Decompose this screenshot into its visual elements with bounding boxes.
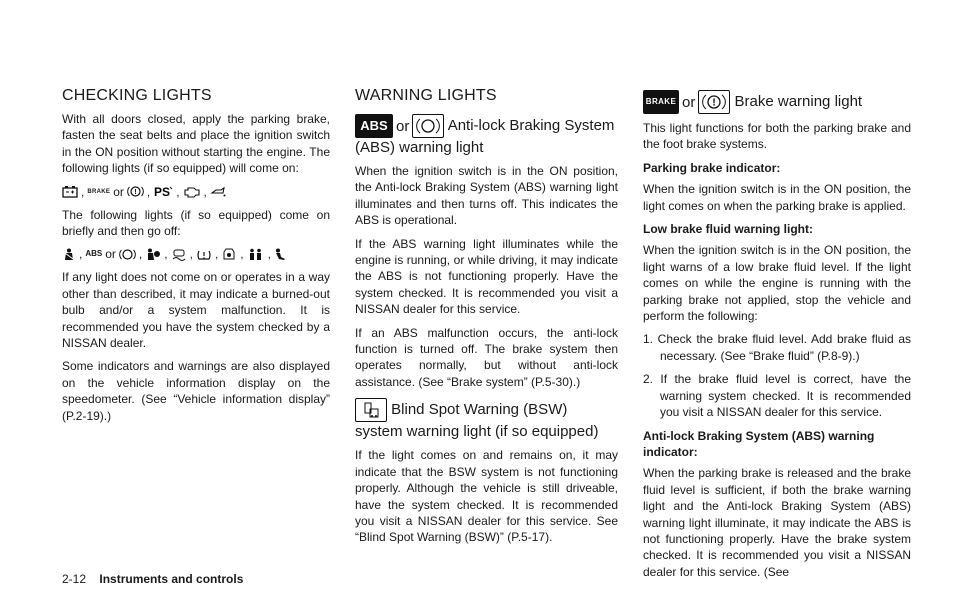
checking-lights-intro: With all doors closed, apply the parking brake, fasten the seat belts and place the ignition switch in the ON position without starting the engine. The following lights (if so equipped) will come on: [62, 112, 330, 176]
abs-warning-title [355, 114, 618, 157]
icon-row-briefly-on: , ABS or , , , , , , [62, 246, 330, 262]
section-title: Instruments and controls [99, 572, 244, 586]
svg-text:!: ! [712, 97, 717, 109]
bsw-badge-icon [355, 398, 387, 422]
or-text: or [682, 93, 696, 111]
lane-departure-icon [274, 248, 288, 261]
abs-p2: If the ABS warning light illuminates while the engine is running, or while driving, it may indicate the ABS is not functioning properly. Have the system checked. It is recommended you visit a NISSAN dealer for this service. [355, 236, 618, 317]
vehicle-info-text: Some indicators and warnings are also displayed on the vehicle information display on the speedometer. (See “Vehicle information display” (P.2-19).) [62, 359, 330, 423]
svg-text:PS: PS [154, 185, 171, 199]
charge-warning-icon [62, 185, 78, 198]
brake-badge-icon: BRAKE [643, 90, 679, 114]
vdc-off-icon [171, 248, 187, 261]
warning-lights-heading: WARNING LIGHTS [355, 87, 497, 104]
abs-circle-icon [119, 248, 136, 261]
abs-badge-icon: ABS [355, 114, 393, 138]
icon-row-stay-on: , BRAKE or ! , PS , , [62, 184, 330, 200]
brake-circle-icon [127, 185, 144, 198]
engine-check-icon [183, 185, 201, 198]
bsw-p1: If the light comes on and remains on, it may indicate that the BSW system is not functioning properly. Although the vehicle is still driveable, have the system checked. It is recommended you visit a NISSAN dealer for this service. See “Blind Spot Warning (BSW)” (P.5-17). [355, 448, 618, 545]
abs-p3: If an ABS malfunction occurs, the anti-lock function is turned off. The brake system then operates normally, but without anti-lock assistance. (See “Brake system” (P.5-30).) [355, 325, 618, 389]
airbag-icon [145, 248, 161, 261]
left-column [62, 86, 330, 431]
brake-steps-list [643, 331, 911, 420]
abs-title-text: Anti-lock Braking System (ABS) warning light [355, 116, 615, 156]
checking-lights-heading: CHECKING LIGHTS [62, 87, 212, 104]
brake-p2: When the ignition switch is in the ON position, the light comes on when the parking brake is applied. [643, 182, 911, 213]
parking-brake-subheading: Parking brake indicator: [643, 160, 781, 175]
security-icon [221, 248, 237, 261]
or-text: or [396, 117, 410, 135]
abs-circle-badge-icon [412, 114, 444, 138]
brake-p1: This light functions for both the parking brake and the foot brake systems. [643, 121, 911, 152]
right-column [643, 86, 911, 587]
abs-indicator-subheading: Anti-lock Braking System (ABS) warning indicator: [643, 428, 875, 459]
page-footer [62, 571, 243, 587]
low-fluid-subheading: Low brake fluid warning light: [643, 222, 813, 237]
brake-text-icon: BRAKE [87, 188, 111, 195]
brake-p4: When the parking brake is released and the brake fluid level is sufficient, if both the brake warning light and the Anti-lock Braking System (ABS) warning light illuminate, it may indicate the ABS is not functioning properly. Have the brake system checked. It is recommended you visit a NISSAN dealer for this service. (See [643, 466, 911, 579]
svg-text:!: ! [134, 189, 137, 197]
brake-circle-badge-icon [698, 90, 730, 114]
or-text-2: or [105, 247, 116, 262]
bsw-title-text: Blind Spot Warning (BSW) system warning light (if so equipped) [355, 401, 599, 441]
tpms-icon [196, 248, 212, 261]
malfunction-text: If any light does not come on or operates in a way other than described, it may indicate a burned-out bulb and/or a system malfunction. It is recommended you have the system checked by a NISSAN dealer. [62, 270, 330, 351]
abs-p1: When the ignition switch is in the ON position, the Anti-lock Braking System (ABS) warning light illuminates and then turns off. This indicates the ABS is operational. [355, 164, 618, 228]
list-item: 1. Check the brake fluid level. Add brake fluid as necessary. (See “Brake fluid” (P.8-9).) [643, 332, 911, 363]
or-text: or [113, 184, 124, 199]
page-number: 2-12 [62, 572, 87, 586]
abs-text-icon: ABS [85, 249, 103, 259]
brake-p3: When the ignition switch is in the ON position, the light warns of a low brake fluid level. If the light comes on while the engine is running with the parking brake not applied, stop the vehicle and perform the following: [643, 243, 911, 324]
briefly-on-text: The following lights (if so equipped) come on briefly and then go off: [62, 207, 330, 239]
power-steering-icon [153, 185, 173, 198]
bsw-warning-title [355, 398, 618, 441]
oil-pressure-icon [210, 185, 226, 198]
middle-column [355, 86, 618, 553]
brake-title-text: Brake warning light [734, 92, 863, 110]
list-item: 2. If the brake fluid level is correct, have the warning system checked. It is recommended you visit a NISSAN dealer for this service. [643, 372, 911, 420]
brake-warning-title [643, 90, 911, 114]
occupant-icon [247, 248, 265, 261]
seatbelt-icon [62, 248, 76, 261]
